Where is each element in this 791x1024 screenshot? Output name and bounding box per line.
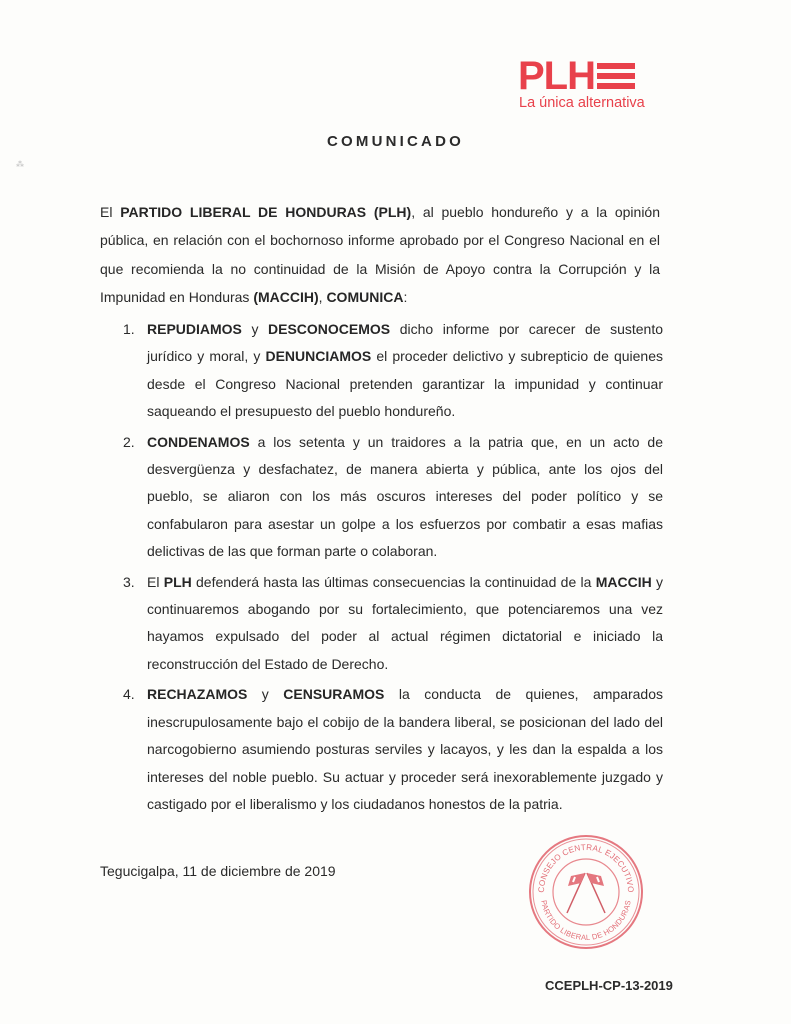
keyword: CENSURAMOS [283, 686, 385, 703]
document-title: COMUNICADO [327, 133, 464, 150]
intro-comunica: COMUNICA [326, 289, 404, 306]
list-item-number: 1. [123, 321, 135, 337]
keyword: DENUNCIAMOS [265, 348, 372, 365]
list-item-number: 3. [123, 573, 135, 590]
svg-text:PARTIDO LIBERAL DE HONDURAS [539, 899, 632, 942]
list-item-number: 2. [123, 433, 135, 450]
keyword: CONDENAMOS [147, 433, 250, 450]
stamp-bottom-text: PARTIDO LIBERAL DE HONDURAS [539, 899, 633, 943]
logo-wordmark: PLH [518, 54, 595, 98]
keyword: RECHAZAMOS [147, 686, 248, 703]
intro-text: El [100, 204, 121, 220]
resolutions-list [100, 316, 663, 821]
item-text: y continuaremos abogando por su fortalecimiento, que potenciaremos una vez hayamos expulsado del poder al actual régimen dictatorial e iniciado la reconstrucción del Estado de Derecho. [147, 573, 663, 672]
item-text: la conducta de quienes, amparados inescrupulosamente bajo el cobijo de la bandera liberal, se posicionan del lado del narcogobierno asumiendo posturas serviles y lacayos, y les dan la espalda a los intereses del noble pueblo. Su actuar y proceder será inexorablemente juzgado y castigado por el liberalismo y los ciudadanos honestos de la patria. [147, 686, 663, 812]
intro-paragraph [100, 198, 660, 312]
item-text: dicho informe por carecer de sustento jurídico y moral, y [147, 321, 664, 365]
logo-mark [518, 54, 635, 98]
intro-text: , al pueblo hondureño y a la opinión pública, en relación con el bochornoso informe aprobado por el Congreso Nacional en el que recomienda la no continuidad de la Misión de Apoyo contra la Corrupción y la Impunidad en Honduras [100, 204, 661, 306]
place-date: Tegucigalpa, 11 de diciembre de 2019 [100, 863, 336, 879]
item-text: defenderá hasta las últimas consecuencias la continuidad de la [191, 573, 596, 590]
item-text: el proceder delictivo y subrepticio de quienes desde el Congreso Nacional pretenden garantizar la impunidad y continuar saqueando el presupuesto del pueblo hondureño. [147, 348, 664, 420]
keyword: REPUDIAMOS [147, 321, 242, 337]
intro-maccih: (MACCIH) [253, 289, 319, 306]
keyword: DESCONOCEMOS [268, 321, 391, 337]
scan-smudge: ⁂ [16, 160, 24, 169]
flag-stripes-icon [597, 61, 635, 91]
list-item [100, 681, 663, 818]
item-text: a los setenta y un traidores a la patria que, en un acto de desvergüenza y desfachatez, de manera abierta y pública, ante los ojos del pueblo, se aliaron con los más oscuros intereses del poder político y se confabularon para asestar un golpe a los esfuerzos por combatir a esas mafias delictivas de las que forman parte o colaboran. [147, 433, 663, 560]
item-text: El [147, 573, 164, 590]
intro-text: , [318, 289, 327, 306]
list-item-number: 4. [123, 686, 135, 703]
document-code: CCEPLH-CP-13-2019 [545, 978, 673, 993]
item-text: y [241, 321, 269, 337]
keyword: PLH [163, 573, 192, 590]
list-item [100, 316, 663, 426]
item-text: y [247, 686, 284, 703]
list-item [100, 429, 663, 566]
official-stamp [527, 833, 645, 951]
crossed-flags-icon [567, 873, 605, 913]
list-item [100, 569, 663, 679]
svg-text:CONSEJO CENTRAL EJECUTIVO [537, 843, 635, 893]
intro-party-name: PARTIDO LIBERAL DE HONDURAS (PLH) [120, 204, 412, 220]
stamp-top-text: CONSEJO CENTRAL EJECUTIVO [536, 842, 636, 893]
keyword: MACCIH [595, 573, 652, 590]
logo-tagline: La única alternativa [519, 95, 645, 111]
plh-logo [518, 54, 668, 118]
intro-text: : [403, 289, 408, 306]
